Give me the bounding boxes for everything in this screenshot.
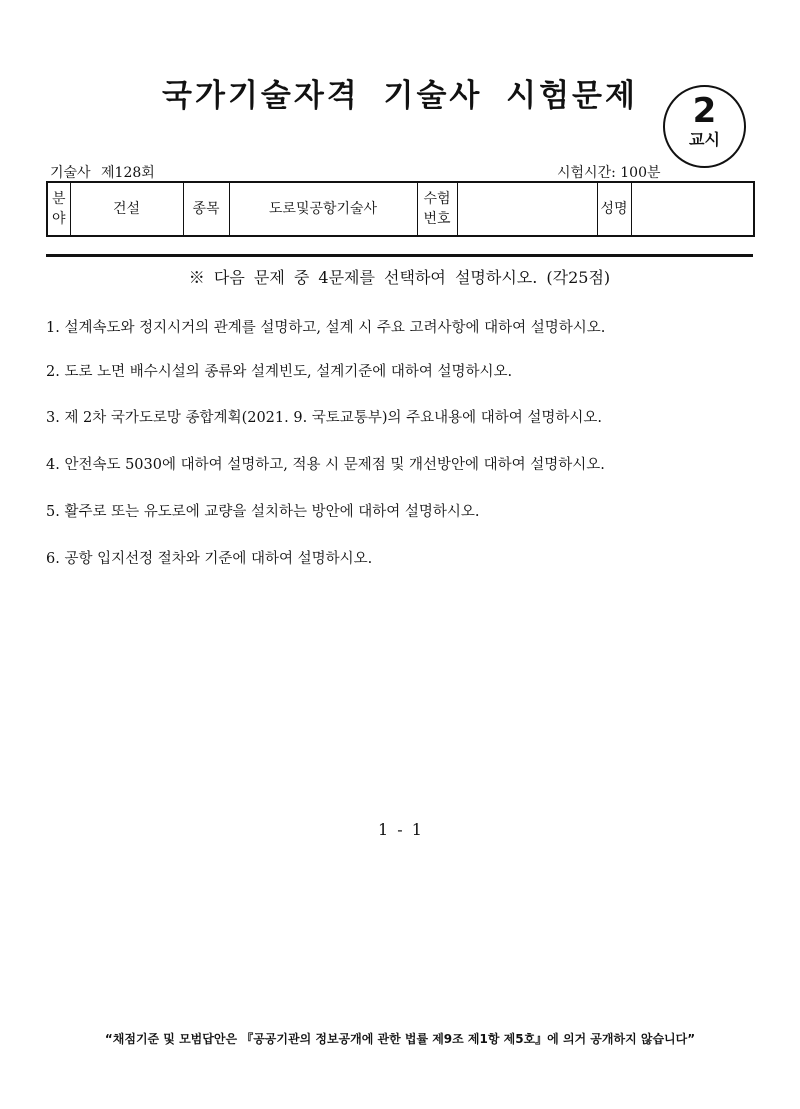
question-1: 1. 설계속도와 정지시거의 관계를 설명하고, 설계 시 주요 고려사항에 대하여 설명하시오. <box>46 320 606 336</box>
page-number: 1 - 1 <box>378 820 422 839</box>
exam-type: 기술사 제128회 <box>50 165 155 181</box>
question-4: 4. 안전속도 5030에 대하여 설명하고, 적용 시 문제점 및 개선방안에 대하여 설명하시오. <box>46 457 605 473</box>
exam-info-table <box>46 181 755 237</box>
item-label: 종목 <box>183 182 229 236</box>
exam-number-label: 수험번호 <box>417 182 457 236</box>
name-label: 성명 <box>597 182 631 236</box>
name-value <box>631 182 754 236</box>
period-label: 교시 <box>689 130 720 149</box>
divider <box>46 254 753 257</box>
field-value: 건설 <box>70 182 183 236</box>
period-number: 2 <box>692 91 717 131</box>
question-5: 5. 활주로 또는 유도로에 교량을 설치하는 방안에 대하여 설명하시오. <box>46 504 480 520</box>
period-badge <box>663 85 746 168</box>
document-title: 국가기술자격 기술사 시험문제 <box>162 78 638 114</box>
question-2: 2. 도로 노면 배수시설의 종류와 설계빈도, 설계기준에 대하여 설명하시오. <box>46 364 513 380</box>
instruction: ※ 다음 문제 중 4문제를 선택하여 설명하시오. (각25점) <box>188 268 611 287</box>
field-label: 분야 <box>47 182 70 236</box>
footer-notice: “채점기준 및 모범답안은 『공공기관의 정보공개에 관한 법률 제9조 제1항 제5호』에 의거 공개하지 않습니다” <box>104 1032 696 1046</box>
exam-time: 시험시간: 100분 <box>557 165 661 181</box>
question-3: 3. 제 2차 국가도로망 종합계획(2021. 9. 국토교통부)의 주요내용에 대하여 설명하시오. <box>46 410 603 426</box>
question-6: 6. 공항 입지선정 절차와 기준에 대하여 설명하시오. <box>46 551 373 567</box>
exam-number-value <box>457 182 597 236</box>
item-value: 도로및공항기술사 <box>229 182 417 236</box>
